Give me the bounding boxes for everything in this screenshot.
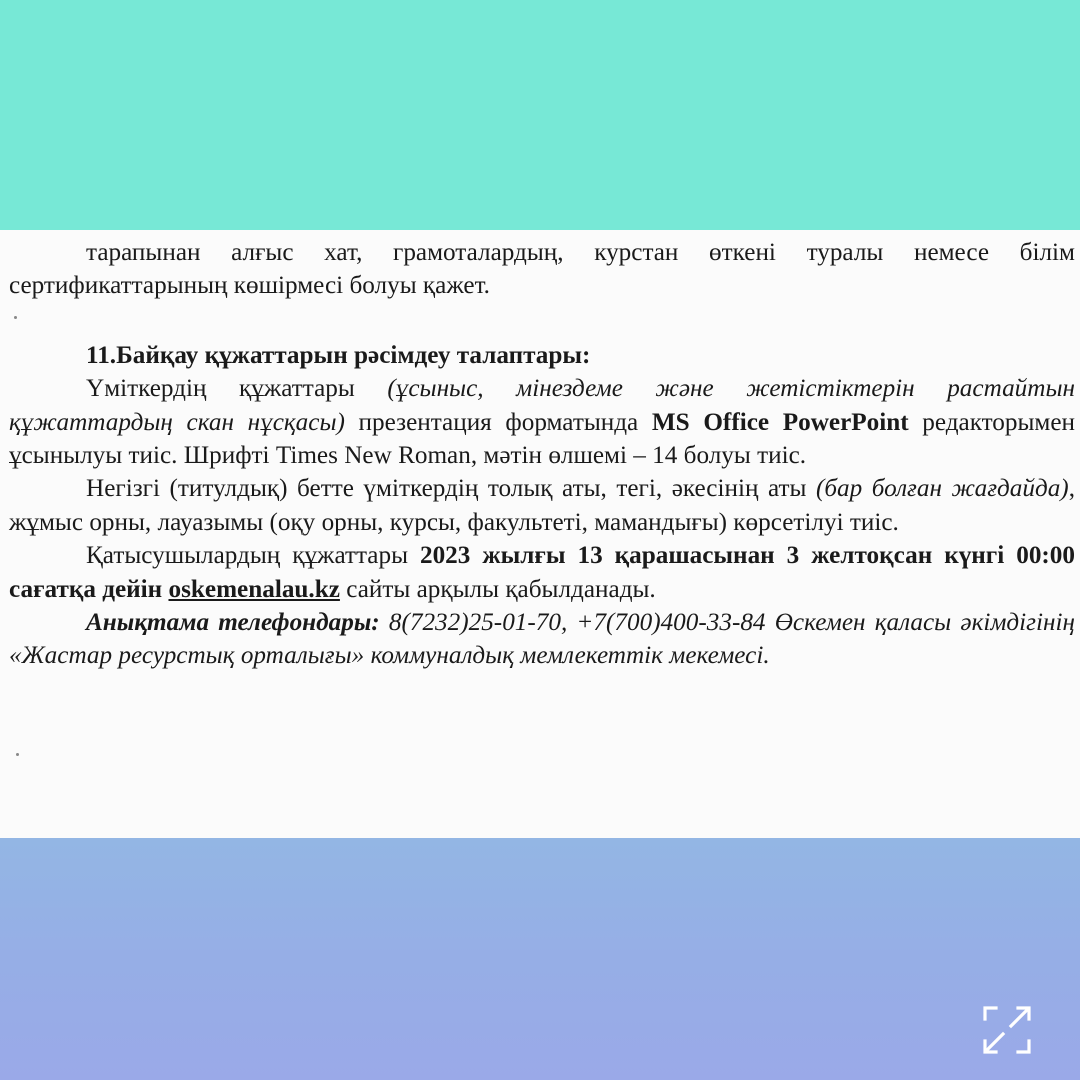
- italic-span: (ұсыныс, мінездеме және жетістіктерін растайтын құжаттардың скан нұсқасы): [9, 375, 1075, 436]
- text-span: Үміткердің құжаттары: [86, 375, 388, 403]
- section-heading: 11.Байқау құжаттарын рәсімдеу талаптары:: [86, 341, 591, 369]
- scan-speck: [16, 753, 19, 756]
- paragraph-deadline: [9, 539, 1075, 606]
- paragraph-documents: [9, 372, 1075, 472]
- expand-icon[interactable]: [982, 1005, 1032, 1055]
- italic-span: (бар болған жағдайда): [815, 475, 1069, 503]
- top-color-band: [0, 0, 1080, 230]
- text-line: сертификаттарының көшірмесі болуы қажет.: [9, 272, 490, 300]
- paragraph-continued: [9, 236, 1075, 303]
- bold-span: MS Office PowerPoint: [651, 408, 909, 436]
- text-span: редакторымен ұсынылуы тиіс. Шрифті Times New Roman, мәтін өлшемі – 14 болуы тиіс.: [9, 408, 1076, 470]
- paragraph-gap: [9, 303, 1075, 339]
- paragraph-title-page: [9, 472, 1075, 539]
- scanned-document: [0, 230, 1080, 838]
- text-span: Қатысушылардың құжаттары: [86, 542, 420, 570]
- text-span: сайты арқылы қабылданады.: [339, 575, 656, 603]
- bold-span: 2023 жылғы 13 қарашасынан 3 желтоқсан күнгі 00:00 сағатқа дейін: [9, 542, 1075, 603]
- website-link: oskemenalau.kz: [168, 575, 340, 603]
- paragraph-contacts: [9, 606, 1075, 673]
- bottom-color-band: [0, 838, 1080, 1080]
- contacts-label: Анықтама телефондары:: [86, 609, 380, 637]
- contacts-text: 8(7232)25-01-70, +7(700)400-33-84 Өскемен қаласы әкімдігінің «Жастар ресурстық орталығы» коммуналдық мемлекеттік мекемесі.: [9, 609, 1075, 670]
- text-span: Негізгі (титулдық) бетте үміткердің толық аты, тегі, әкесінің аты: [86, 475, 816, 503]
- text-line: тарапынан алғыс хат, грамоталардың, курстан өткені туралы немесе білім: [86, 239, 1075, 266]
- document-text: [9, 236, 1075, 673]
- text-span: , жұмыс орны, лауазымы (оқу орны, курсы, факультеті, мамандығы) көрсетілуі тиіс.: [9, 475, 1075, 536]
- text-span: презентация форматында: [344, 408, 652, 436]
